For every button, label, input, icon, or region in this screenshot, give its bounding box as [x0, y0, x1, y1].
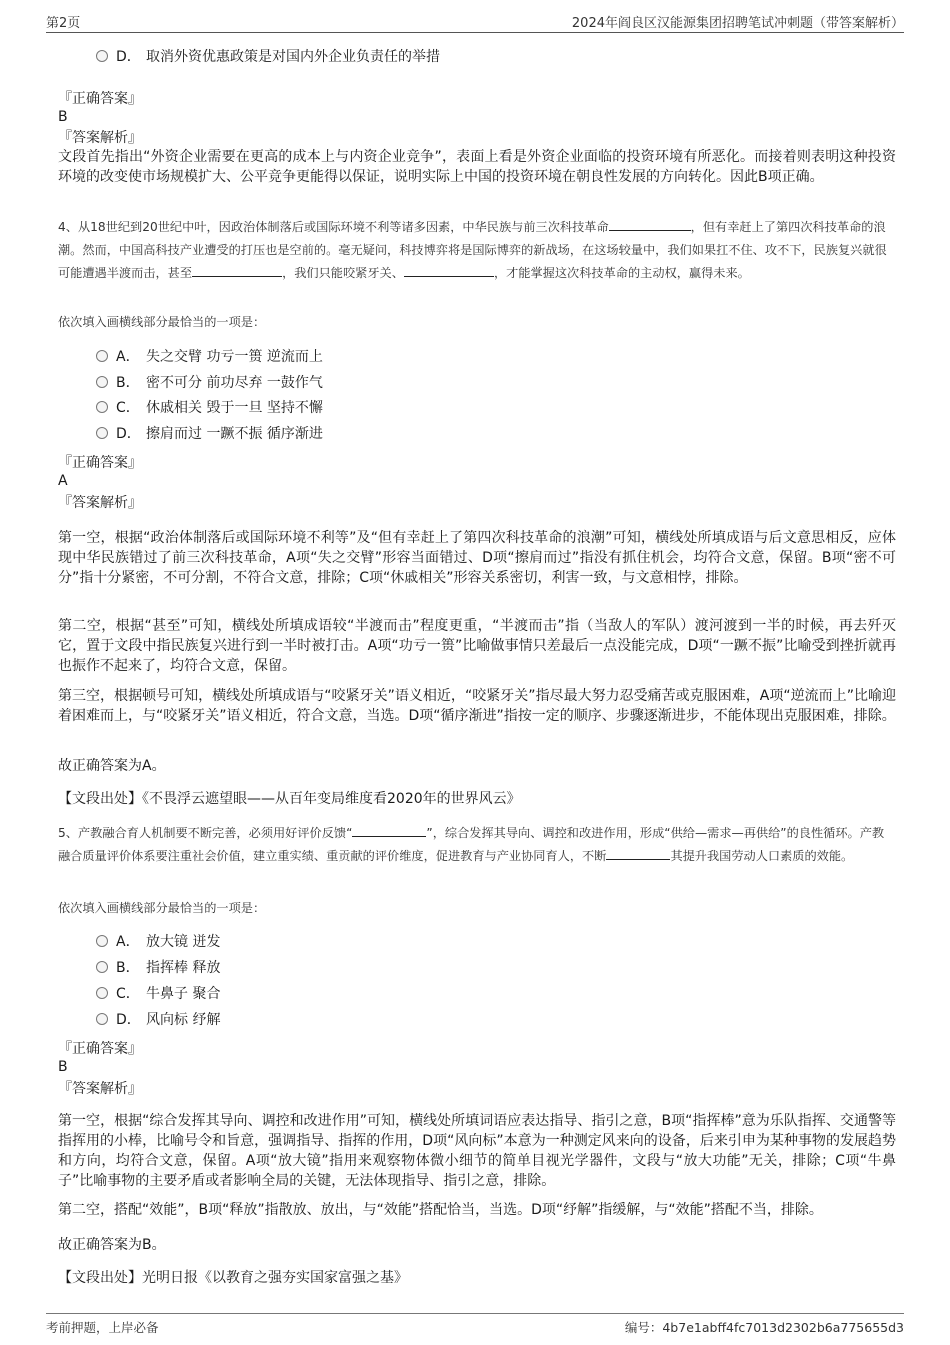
q3-analysis: 文段首先指出“外资企业需要在更高的成本上与内资企业竞争”，表面上看是外资企业面临的投资环境有所恶化。而接着则表明这种投资环境的改变使市场规模扩大、公平竞争更能得以保证，说明实际上中国的投资环境在朝良性发展的方向转化。因此B项正确。 [58, 149, 896, 185]
q4-answer: A [58, 473, 68, 489]
radio-icon[interactable] [96, 1013, 108, 1025]
document-title: 2024年阎良区汉能源集团招聘笔试冲刺题（带答案解析） [571, 16, 904, 31]
radio-icon[interactable] [96, 401, 108, 413]
q5-option-c[interactable]: C． 牛鼻子 聚合 [96, 984, 220, 1004]
blank [352, 822, 426, 837]
blank [404, 262, 494, 277]
radio-icon[interactable] [96, 376, 108, 388]
q4-analysis-label: 『答案解析』 [58, 495, 142, 511]
radio-icon[interactable] [96, 961, 108, 973]
page-footer [46, 1313, 904, 1336]
q3-answer: B [58, 109, 68, 125]
q5-prompt: 依次填入画横线部分最恰当的一项是： [58, 901, 266, 915]
q5-stem: 5、产教融合育人机制要不断完善，必须用好评价反馈“ ”，综合发挥其导向、调控和改进作用，形成“供给—需求—再供给”的良性循环。产教融合质量评价体系要注重社会价值，建立重实绩、重贡献的评价维度，促进教育与产业协同育人，不断 其提升我国劳动人口素质的效能。 [58, 822, 896, 868]
radio-icon[interactable] [96, 427, 108, 439]
radio-icon[interactable] [96, 935, 108, 947]
q4-analysis-p3: 第三空，根据顿号可知，横线处所填成语与“咬紧牙关”语义相近，“咬紧牙关”指尽最大努力忍受痛苦或克服困难，A项“逆流而上”比喻迎着困难而上，与“咬紧牙关”语义相近，符合文意，当选。D项“循序渐进”指按一定的顺序、步骤逐渐进步，不能体现出克服困难，排除。 [58, 688, 896, 724]
q5-answer-label: 『正确答案』 [58, 1041, 142, 1057]
q5-option-d[interactable]: D． 风向标 纾解 [96, 1010, 220, 1030]
q5-analysis-label: 『答案解析』 [58, 1081, 142, 1097]
q4-source: 【文段出处】《不畏浮云遮望眼——从百年变局维度看2020年的世界风云》 [58, 791, 521, 807]
q5-conclusion: 故正确答案为B。 [58, 1237, 166, 1253]
q4-option-a[interactable]: A． 失之交臂 功亏一篑 逆流而上 [96, 347, 323, 367]
q5-option-a[interactable]: A． 放大镜 迸发 [96, 932, 220, 952]
q5-answer: B [58, 1059, 68, 1075]
q4-option-c[interactable]: C． 休戚相关 毁于一旦 坚持不懈 [96, 398, 323, 418]
radio-icon[interactable] [96, 350, 108, 362]
page-header [46, 10, 904, 33]
q3-analysis-label: 『答案解析』 [58, 130, 142, 146]
footer-slogan: 考前押题，上岸必备 [46, 1320, 159, 1335]
q4-option-d[interactable]: D． 擦肩而过 一蹶不振 循序渐进 [96, 424, 323, 444]
q4-analysis-p2: 第二空，根据“甚至”可知，横线处所填成语较“半渡而击”程度更重，“半渡而击”指（当敌人的军队）渡河渡到一半的时候，再去歼灭它，置于文段中指民族复兴进行到一半时被打击。A项“功亏一篑”比喻做事情只差最后一点没能完成，D项“一蹶不振”比喻受到挫折就再也振作不起来了，均符合文意，保留。 [58, 618, 896, 674]
q5-analysis-p1: 第一空，根据“综合发挥其导向、调控和改进作用”可知，横线处所填词语应表达指导、指引之意，B项“指挥棒”意为乐队指挥、交通警等指挥用的小棒，比喻号令和旨意，强调指导、指挥的作用，D项“风向标”本意为一种测定风来向的设备，后来引申为某种事物的发展趋势和方向，均符合文意，保留。A项“放大镜”指用来观察物体微小细节的简单目视光学器件，文段与“放大功能”无关，排除；C项“牛鼻子”比喻事物的主要矛盾或者影响全局的关键，无法体现指导、指引之意，排除。 [58, 1113, 896, 1189]
radio-icon[interactable] [96, 987, 108, 999]
blank [609, 216, 691, 231]
page-number: 第2页 [46, 16, 81, 31]
q5-source: 【文段出处】光明日报《以教育之强夯实国家富强之基》 [58, 1270, 408, 1286]
q4-option-b[interactable]: B． 密不可分 前功尽弃 一鼓作气 [96, 373, 323, 393]
document-id: 编号：4b7e1abff4fc7013d2302b6a775655d3 [624, 1320, 904, 1335]
q4-conclusion: 故正确答案为A。 [58, 758, 166, 774]
blank [192, 262, 282, 277]
q4-stem: 4、从18世纪到20世纪中叶，因政治体制落后或国际环境不利等诸多因素，中华民族与前三次科技革命 ，但有幸赶上了第四次科技革命的浪潮。然而，中国高科技产业遭受的打压也是空前的。毫无疑问，科技博弈将是国际博弈的新战场，在这场较量中，我们如果扛不住、攻不下，民族复兴就很可能遭遇半渡而击，甚至 ，我们只能咬紧牙关、 ，才能掌握这次科技革命的主动权，赢得未来。 [58, 216, 896, 285]
q4-answer-label: 『正确答案』 [58, 455, 142, 471]
q4-analysis-p1: 第一空，根据“政治体制落后或国际环境不利等”及“但有幸赶上了第四次科技革命的浪潮”可知，横线处所填成语与后文意思相反，应体现中华民族错过了前三次科技革命，A项“失之交臂”形容当面错过、D项“擦肩而过”指没有抓住机会，均符合文意，保留。B项“密不可分”指十分紧密，不可分割，不符合文意，排除；C项“休戚相关”形容关系密切，利害一致，与文意相悖，排除。 [58, 530, 896, 586]
q5-analysis-p2: 第二空，搭配“效能”，B项“释放”指散放、放出，与“效能”搭配恰当，当选。D项“纾解”指缓解，与“效能”搭配不当，排除。 [58, 1202, 823, 1218]
q4-prompt: 依次填入画横线部分最恰当的一项是： [58, 315, 266, 329]
q3-option-d[interactable]: D． 取消外资优惠政策是对国内外企业负责任的举措 [96, 47, 440, 67]
q3-answer-label: 『正确答案』 [58, 91, 142, 107]
radio-icon[interactable] [96, 50, 108, 62]
q5-option-b[interactable]: B． 指挥棒 释放 [96, 958, 220, 978]
blank [606, 845, 670, 860]
